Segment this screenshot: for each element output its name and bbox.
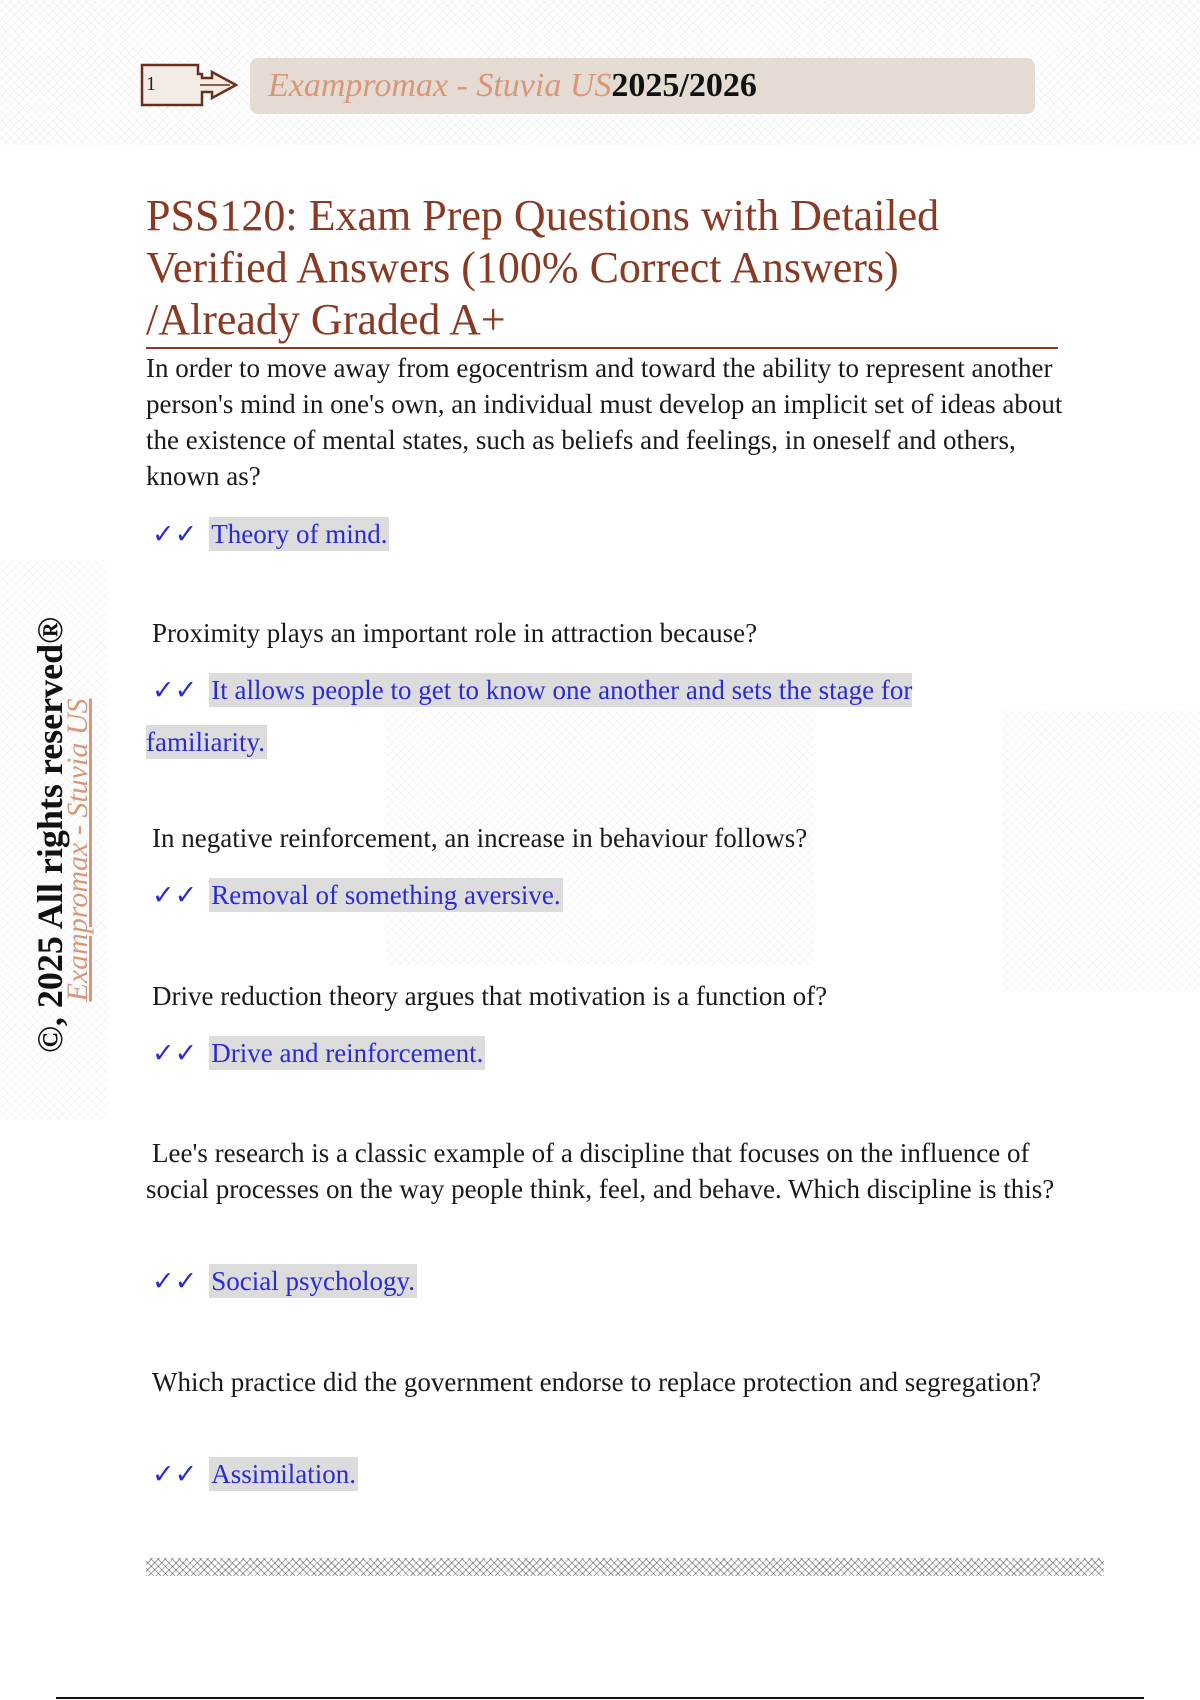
title-divider: [146, 347, 1058, 349]
question-1: In order to move away from egocentrism and toward the ability to represent another person's mind in one's own, an individual must develop an implicit set of ideas about the existence of mental states, such as beliefs and feelings, in oneself and others, known as?: [146, 353, 1063, 491]
question-6: Which practice did the government endorse to replace protection and segregation?: [152, 1367, 1042, 1397]
answer-6: [152, 1448, 358, 1500]
answer-5: [152, 1255, 417, 1307]
page-number: 1: [146, 73, 156, 95]
check-icon: ✓✓: [152, 1038, 198, 1068]
header-brand: Exampromax - Stuvia US: [268, 67, 612, 104]
answer-2: [146, 664, 1026, 768]
sidebar-brand-link[interactable]: Exampromax - Stuvia US: [61, 698, 94, 1002]
check-icon: ✓✓: [152, 519, 198, 549]
question-4: Drive reduction theory argues that motivation is a function of?: [152, 981, 828, 1011]
copyright-notice: ©, 2025 All rights reserved®: [30, 616, 70, 1054]
answer-text: Removal of something aversive.: [211, 880, 561, 910]
answer-text: Drive and reinforcement.: [211, 1038, 484, 1068]
answer-text: Social psychology.: [211, 1266, 415, 1296]
answer-4: [152, 1027, 485, 1079]
header-year: 2025/2026: [611, 67, 757, 104]
question-5: Lee's research is a classic example of a discipline that focuses on the influence of social processes on the way people think, feel, and behave. Which discipline is this?: [146, 1138, 1055, 1204]
answer-text: Assimilation.: [211, 1459, 357, 1489]
answer-3: [152, 869, 563, 921]
decorative-pattern-bar: [146, 1558, 1104, 1576]
question-2: Proximity plays an important role in attraction because?: [152, 618, 758, 648]
document-title: PSS120: Exam Prep Questions with Detailed Verified Answers (100% Correct Answers) /Already Graded A+: [146, 191, 940, 344]
header-banner: [250, 58, 1035, 114]
answer-text: Theory of mind.: [211, 519, 388, 549]
answer-1: [152, 508, 389, 560]
check-icon: ✓✓: [152, 1266, 198, 1296]
check-icon: ✓✓: [152, 675, 198, 705]
question-3: In negative reinforcement, an increase in behaviour follows?: [152, 823, 808, 853]
check-icon: ✓✓: [152, 880, 198, 910]
footer-divider: [56, 1697, 1144, 1699]
check-icon: ✓✓: [152, 1459, 198, 1489]
answer-text: It allows people to get to know one another and sets the stage for familiarity.: [146, 675, 913, 757]
